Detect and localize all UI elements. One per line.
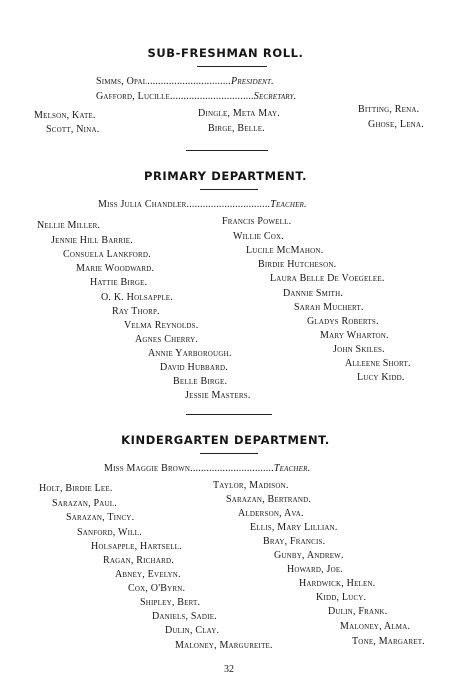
- student-name: Maloney, Alma.: [340, 621, 411, 632]
- student-name: Alderson, Ava.: [238, 508, 304, 519]
- student-name: Alleene Short.: [345, 358, 411, 369]
- section-divider: [186, 414, 272, 415]
- kindergarten-heading: KINDERGARTEN DEPARTMENT.: [121, 433, 330, 447]
- officer-row: [96, 91, 296, 102]
- student-name: Sarazan, Tincy.: [66, 512, 135, 523]
- teacher-row: [104, 463, 310, 474]
- student-name: Jessie Masters.: [185, 390, 251, 401]
- primary-heading: PRIMARY DEPARTMENT.: [143, 169, 308, 183]
- officer-name: Gafford, Lucille: [96, 91, 171, 102]
- teacher-role: Teacher.: [270, 199, 307, 210]
- student-name: Lucile McMahon.: [246, 245, 324, 256]
- student-name: Abney, Evelyn.: [115, 569, 181, 580]
- student-name: Holt, Birdie Lee.: [39, 483, 113, 494]
- officer-role: Secretary.: [253, 91, 297, 102]
- student-name: Agnes Cherry.: [135, 334, 199, 345]
- student-name: Sarah Muchert.: [294, 302, 364, 313]
- officer-row: [96, 76, 274, 87]
- student-name: Dulin, Frank.: [328, 606, 388, 617]
- page-number: 32: [224, 664, 234, 675]
- student-name: Kidd, Lucy.: [316, 592, 367, 603]
- student-name: Tone, Margaret.: [352, 636, 425, 647]
- student-name: Lucy Kidd.: [357, 372, 405, 383]
- student-name: Ghose, Lena.: [368, 119, 424, 130]
- leader-dots: ...............................: [186, 199, 271, 210]
- student-name: Holsapple, Hartsell.: [91, 541, 182, 552]
- leader-dots: ...............................: [170, 91, 254, 102]
- student-name: Daniels, Sadie.: [152, 611, 217, 622]
- student-name: Sarazan, Paul.: [52, 498, 117, 509]
- heading-underline: [200, 189, 258, 190]
- student-name: Mary Wharton.: [320, 330, 389, 341]
- student-name: Laura Belle De Voegelee.: [270, 273, 385, 284]
- student-name: Bitting, Rena.: [358, 104, 420, 115]
- student-name: Birdie Hutcheson.: [258, 259, 337, 270]
- student-name: Shipley, Bert.: [140, 597, 201, 608]
- student-name: Dingle, Meta May.: [198, 108, 280, 119]
- leader-dots: ...............................: [147, 76, 231, 87]
- heading-underline: [197, 66, 267, 67]
- student-name: Annie Yarborough.: [148, 348, 232, 359]
- officer-name: Simms, Opal: [96, 76, 148, 87]
- student-name: Howard, Joe.: [287, 564, 344, 575]
- teacher-role: Teacher.: [273, 463, 311, 474]
- student-name: Marie Woodward.: [76, 263, 155, 274]
- student-name: Dannie Smith.: [283, 288, 344, 299]
- student-name: Ray Thorp.: [112, 306, 160, 317]
- student-name: Consuela Lankford.: [63, 249, 151, 260]
- student-name: Melson, Kate.: [34, 110, 96, 121]
- student-name: Hardwick, Helen.: [299, 578, 376, 589]
- student-name: John Skiles.: [333, 344, 385, 355]
- section-divider: [186, 150, 268, 151]
- student-name: Jennie Hill Barrie.: [51, 235, 133, 246]
- officer-role: President.: [230, 76, 274, 87]
- student-name: Maloney, Margureite.: [175, 640, 273, 651]
- student-name: Hattie Birge.: [90, 277, 148, 288]
- student-name: Cox, O'Byrn.: [128, 583, 186, 594]
- sub-freshman-heading: SUB-FRESHMAN ROLL.: [147, 46, 304, 60]
- heading-underline: [200, 453, 258, 454]
- student-name: Francis Powell.: [222, 216, 292, 227]
- teacher-row: [98, 199, 307, 210]
- student-name: Sarazan, Bertrand.: [226, 494, 312, 505]
- student-name: Belle Birge.: [173, 376, 228, 387]
- student-name: Birge, Belle.: [208, 123, 265, 134]
- leader-dots: ...............................: [190, 463, 274, 474]
- student-name: Gladys Roberts.: [307, 316, 379, 327]
- student-name: Gunby, Andrew.: [274, 550, 344, 561]
- student-name: Sanford, Will.: [77, 527, 142, 538]
- student-name: Ragan, Richard.: [103, 555, 174, 566]
- student-name: Dulin, Clay.: [165, 625, 220, 636]
- student-name: Ellis, Mary Lillian.: [250, 522, 338, 533]
- student-name: Taylor, Madison.: [213, 480, 289, 491]
- student-name: Scott, Nina.: [46, 124, 100, 135]
- student-name: Velma Reynolds.: [124, 320, 199, 331]
- student-name: Bray, Francis.: [263, 536, 326, 547]
- teacher-name: Miss Julia Chandler: [98, 199, 187, 210]
- student-name: Nellie Miller.: [37, 220, 101, 231]
- student-name: Willie Cox.: [233, 231, 284, 242]
- student-name: O. K. Holsapple.: [101, 292, 173, 303]
- student-name: David Hubbard.: [160, 362, 229, 373]
- teacher-name: Miss Maggie Brown: [104, 463, 191, 474]
